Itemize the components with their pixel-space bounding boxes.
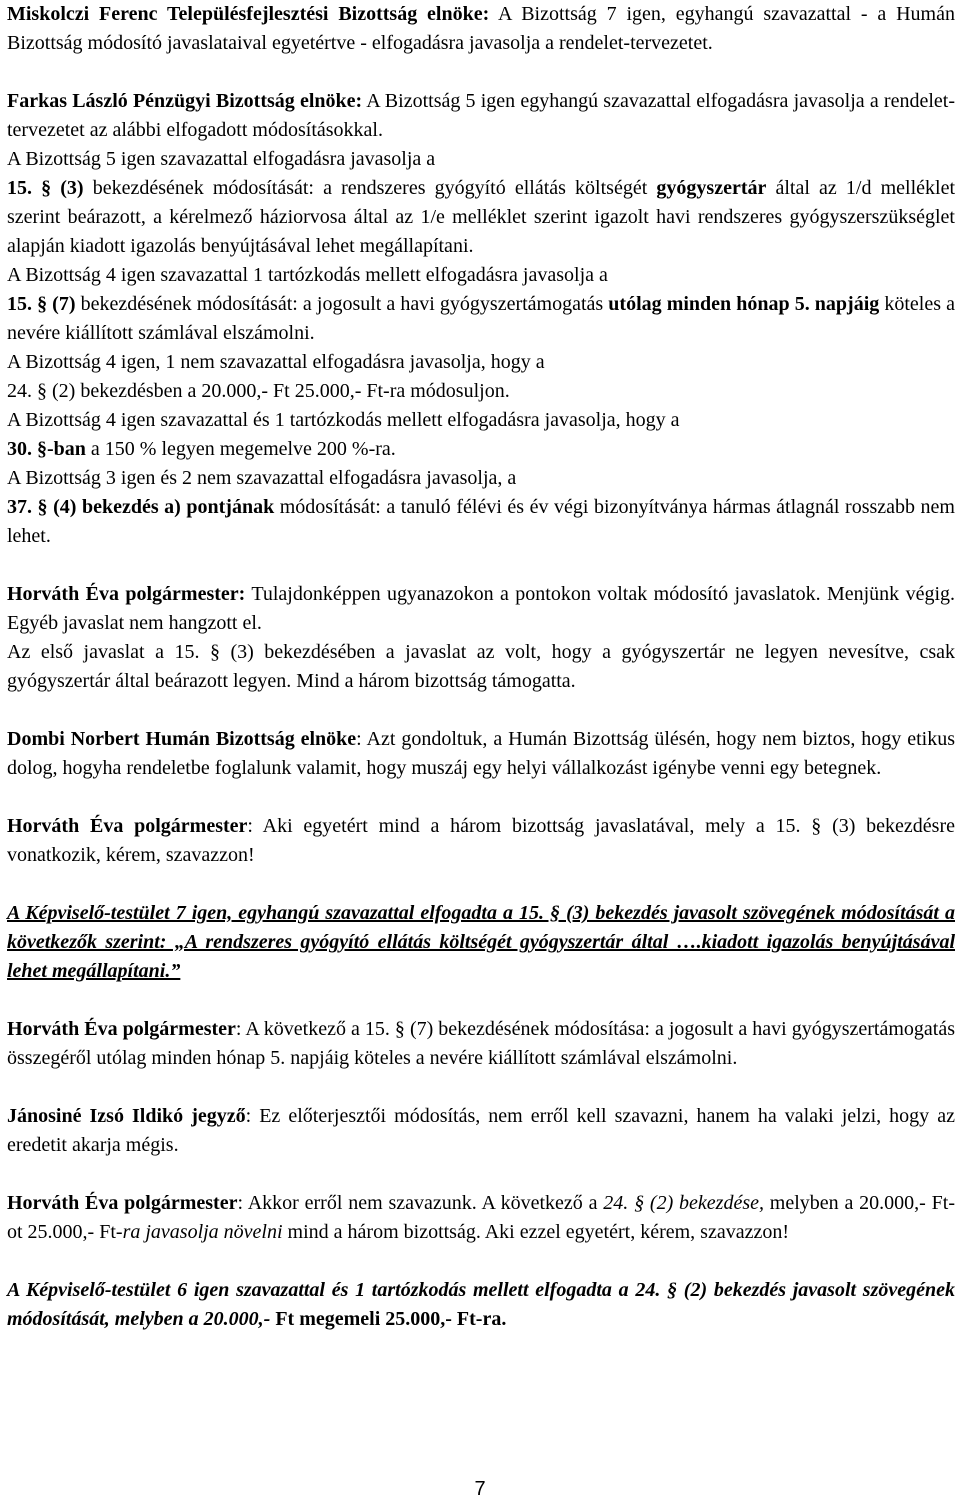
section-reference: 15. § (3) [7, 177, 84, 199]
amendment-text: bekezdésének módosítását: a jogosult a havi gyógyszertámogatás [75, 293, 609, 315]
statement-text: Az első javaslat a 15. § (3) bekezdésében a javaslat az volt, hogy a gyógyszertár ne legyen nevesítve, csak gyógyszertár által beárazott legyen. Mind a három bizottság támogatta. [7, 641, 955, 692]
amendment-text: köteles a nevére kiállított számlával elszámolni. [7, 293, 955, 344]
section-reference: 30. §-ban [7, 438, 86, 460]
statement-italic: 24. § (2) bekezdése, [603, 1192, 764, 1214]
speaker-name: Farkas László Pénzügyi Bizottság elnöke: [7, 90, 363, 112]
statement-text: mind a három bizottság. Aki ezzel egyetért, kérem, szavazzon! [282, 1221, 790, 1243]
speaker-name: Dombi Norbert Humán Bizottság elnöke [7, 728, 357, 750]
speaker-name: Horváth Éva polgármester [7, 1192, 238, 1214]
amendment-text: 24. § (2) bekezdésben a 20.000,- Ft 25.000,- Ft-ra módosuljon. [7, 380, 510, 402]
statement-text: Tulajdonképpen ugyanazokon a pontokon voltak módosító javaslatok. Menjünk végig. Egyéb javaslat nem hangzott el. [7, 583, 956, 634]
statement-text: : Aki egyetért mind a három bizottság javaslatával, mely a 15. § (3) bekezdésre vonatkozik, kérem, szavazzon! [7, 815, 955, 866]
resolution-2 [7, 1276, 955, 1334]
resolution-text: A Képviselő-testület 6 igen szavazattal és 1 tartózkodás mellett elfogadta a 24. § (2) bekezdés javasolt szövegének módosítását, melyben a 20.000,- [7, 1279, 955, 1330]
section-reference: 15. § (7) [7, 293, 76, 315]
statement-text: : Akkor erről nem szavazunk. A következő a [237, 1192, 604, 1214]
resolution-text: Ft megemeli 25.000,- Ft-ra. [270, 1308, 507, 1330]
statement-text: : Ez előterjesztői módosítás, nem erről kell szavazni, hanem ha valaki jelzi, hogy az eredetit akarja mégis. [7, 1105, 955, 1156]
speaker-name: Horváth Éva polgármester [7, 1018, 236, 1040]
paragraph-committee-dombi [7, 725, 955, 783]
speaker-name: Horváth Éva polgármester [7, 815, 248, 837]
statement-italic: ra javasolja növelni [122, 1221, 283, 1243]
amendment-text: módosítását: a tanuló félévi és év végi bizonyítványa hármas átlagnál rosszabb nem lehet. [7, 496, 955, 547]
vote-line: A Bizottság 3 igen és 2 nem szavazattal elfogadásra javasolja, a [7, 467, 517, 489]
vote-line: A Bizottság 4 igen szavazattal 1 tartózkodás mellett elfogadásra javasolja a [7, 264, 608, 286]
section-reference: 37. § (4) bekezdés a) pontjának [7, 496, 275, 518]
page-number: 7 [474, 1478, 486, 1500]
statement-text: A Bizottság 5 igen egyhangú szavazattal elfogadásra javasolja a rendelet-tervezetet az alábbi elfogadott módosításokkal. [7, 90, 955, 141]
paragraph-committee-farkas [7, 87, 955, 551]
amendment-text: által az 1/d melléklet szerint beárazott, a kérelmező háziorvosa által az 1/e melléklet szerint igazolt havi rendszeres gyógyszerszükséglet alapján kiadott igazolás benyújtásával lehet megállapítani. [7, 177, 956, 257]
paragraph-notary [7, 1102, 955, 1160]
speaker-name: Horváth Éva polgármester: [7, 583, 246, 605]
speaker-name: Miskolczi Ferenc Településfejlesztési Bizottság elnöke: [7, 3, 490, 25]
amendment-emphasis: utólag minden hónap 5. napjáig [608, 293, 880, 315]
paragraph-committee-miskolczi [7, 0, 955, 58]
resolution-1 [7, 899, 955, 986]
vote-line: A Bizottság 4 igen szavazattal és 1 tartózkodás mellett elfogadásra javasolja, hogy a [7, 409, 680, 431]
paragraph-mayor-2 [7, 812, 955, 870]
statement-text: A Bizottság 7 igen, egyhangú szavazattal - a Humán Bizottság módosító javaslataival egyetértve - elfogadásra javasolja a rendelet-tervezetet. [7, 3, 955, 54]
amendment-emphasis: gyógyszertár [656, 177, 767, 199]
paragraph-mayor-4 [7, 1189, 955, 1247]
amendment-text: bekezdésének módosítását: a rendszeres gyógyító ellátás költségét [83, 177, 657, 199]
resolution-text: A Képviselő-testület 7 igen, egyhangú szavazattal elfogadta a 15. § (3) bekezdés javasolt szövegének módosítását a következők szerint: „A rendszeres gyógyító ellátás költségét gyógyszertár által ….kiadott igazolás benyújtásával lehet megállapítani.” [7, 902, 955, 982]
statement-text: : A következő a 15. § (7) bekezdésének módosítása: a jogosult a havi gyógyszertámogatás összegéről utólag minden hónap 5. napjáig köteles a nevére kiállított számlával elszámolni. [7, 1018, 955, 1069]
vote-line: A Bizottság 4 igen, 1 nem szavazattal elfogadásra javasolja, hogy a [7, 351, 545, 373]
paragraph-mayor-3 [7, 1015, 955, 1073]
statement-text: : Azt gondoltuk, a Humán Bizottság ülésén, hogy nem biztos, hogy etikus dolog, hogyha rendeletbe foglalunk valamit, hogy muszáj egy helyi vállalkozást igénybe venni egy betegnek. [7, 728, 955, 779]
paragraph-mayor-1 [7, 580, 955, 696]
vote-line: A Bizottság 5 igen szavazattal elfogadásra javasolja a [7, 148, 436, 170]
speaker-name: Jánosiné Izsó Ildikó jegyző [7, 1105, 246, 1127]
statement-text: melyben a 20.000,- Ft-ot 25.000,- Ft- [7, 1192, 955, 1243]
amendment-text: a 150 % legyen megemelve 200 %-ra. [85, 438, 396, 460]
document-page [7, 0, 955, 1363]
